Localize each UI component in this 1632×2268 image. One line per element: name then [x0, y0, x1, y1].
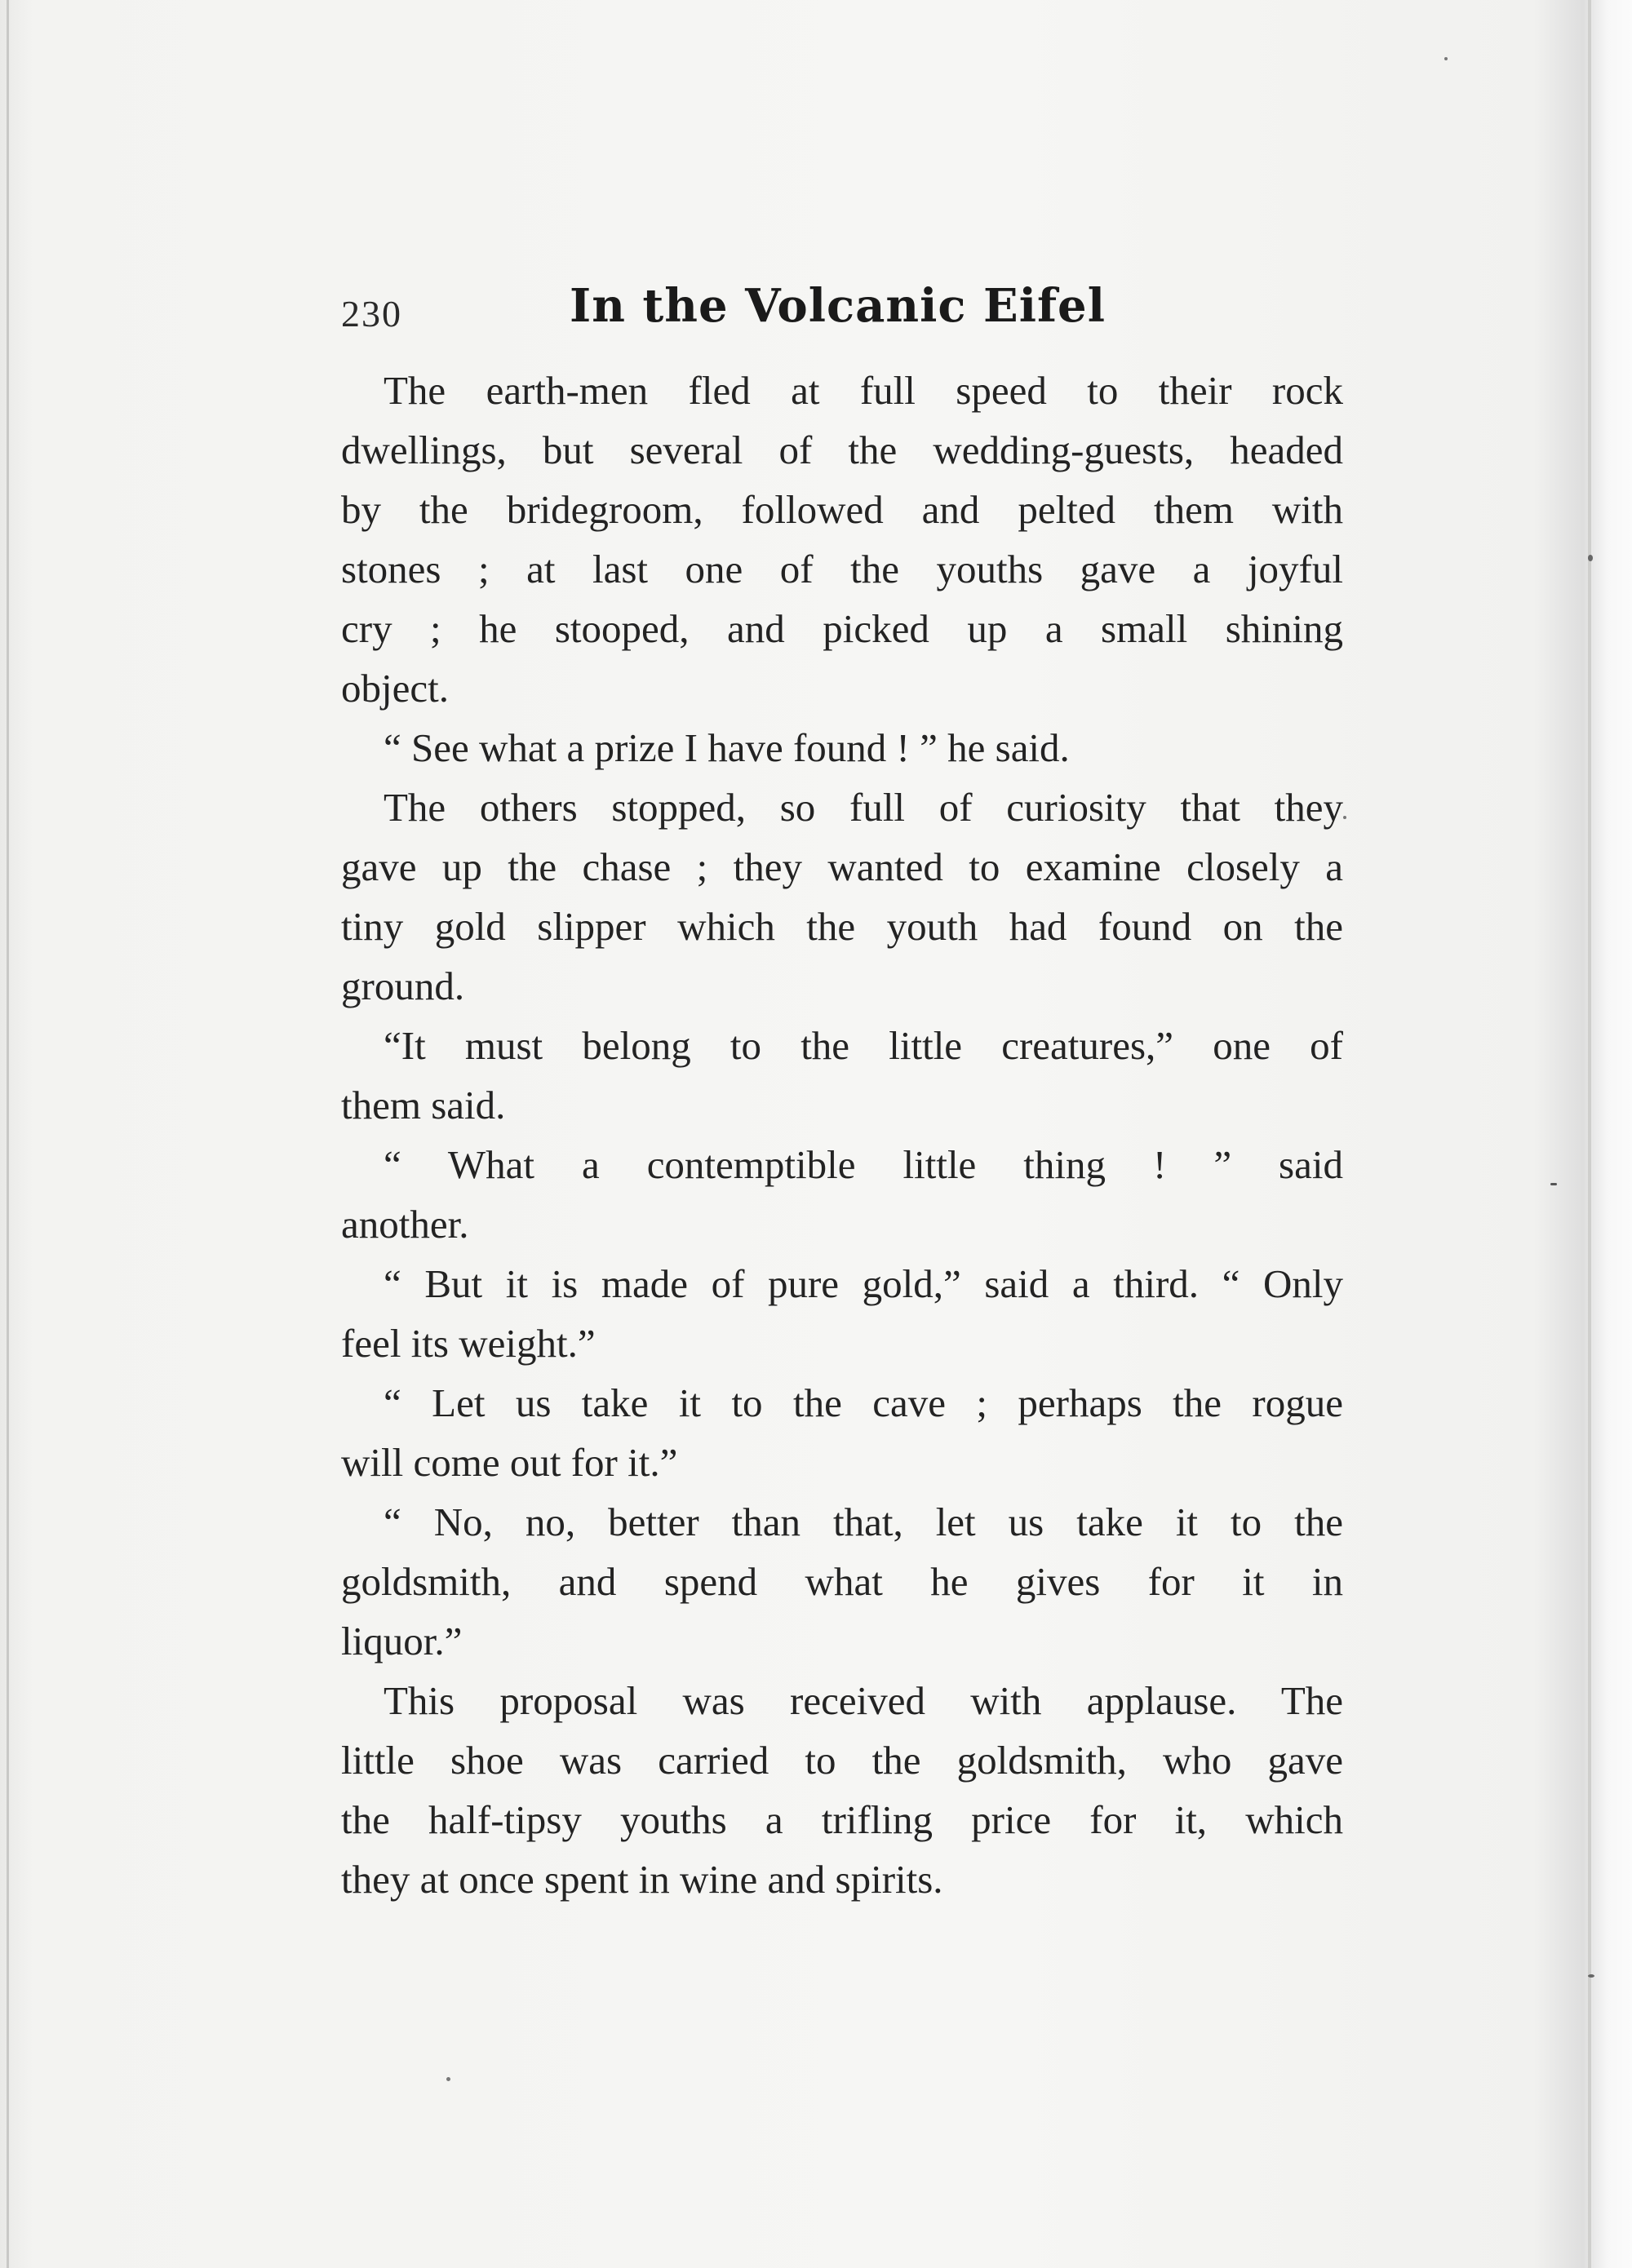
text-line: object.: [341, 666, 449, 711]
text-line: by the bridegroom, followed and pelted them with: [341, 487, 1343, 532]
text-line: another.: [341, 1202, 469, 1247]
ink-speck: [446, 2077, 450, 2081]
text-line: “ No, no, better than that, let us take it to the: [384, 1499, 1343, 1544]
text-line: feel its weight.”: [341, 1321, 596, 1366]
text-line: will come out for it.”: [341, 1440, 678, 1485]
ink-speck: [1588, 555, 1593, 561]
text-line: gave up the chase ; they wanted to examine closely a: [341, 844, 1343, 889]
text-line: they at once spent in wine and spirits.: [341, 1857, 943, 1902]
text-line: “ What a contemptible little thing ! ” said: [384, 1142, 1343, 1187]
text-line: tiny gold slipper which the youth had found on the: [341, 904, 1343, 949]
text-line: “It must belong to the little creatures,” one of: [384, 1023, 1343, 1068]
text-line: dwellings, but several of the wedding-guests, headed: [341, 427, 1343, 472]
running-title: In the Volcanic Eifel: [570, 279, 1106, 333]
ink-speck: [1588, 1974, 1594, 1978]
text-line: little shoe was carried to the goldsmith, who gave: [341, 1738, 1343, 1783]
ink-speck: [1444, 57, 1448, 60]
ink-speck: [1343, 816, 1346, 819]
page-number: 230: [341, 293, 402, 334]
text-line: This proposal was received with applause. The: [384, 1678, 1343, 1723]
text-line: “ Let us take it to the cave ; perhaps the rogue: [384, 1380, 1343, 1425]
text-line: the half-tipsy youths a trifling price for it, which: [341, 1797, 1343, 1842]
running-head: [341, 277, 1345, 351]
text-line: The others stopped, so full of curiosity that they: [384, 785, 1343, 830]
page-left-edge: [7, 0, 9, 2268]
text-line: stones ; at last one of the youths gave a joyful: [341, 547, 1343, 591]
text-line: ground.: [341, 963, 465, 1008]
text-line: cry ; he stooped, and picked up a small shining: [341, 606, 1343, 651]
text-line: goldsmith, and spend what he gives for it in: [341, 1559, 1343, 1604]
text-line: them said.: [341, 1083, 506, 1127]
page-gutter-fold: [1588, 0, 1591, 2268]
text-line: “ See what a prize I have found ! ” he said.: [384, 725, 1070, 770]
body-text: [341, 361, 1343, 1909]
ink-speck: [1550, 1183, 1557, 1185]
text-line: liquor.”: [341, 1619, 463, 1663]
text-line: “ But it is made of pure gold,” said a third. “ Only: [384, 1261, 1343, 1306]
text-line: The earth-men fled at full speed to their rock: [384, 368, 1343, 413]
